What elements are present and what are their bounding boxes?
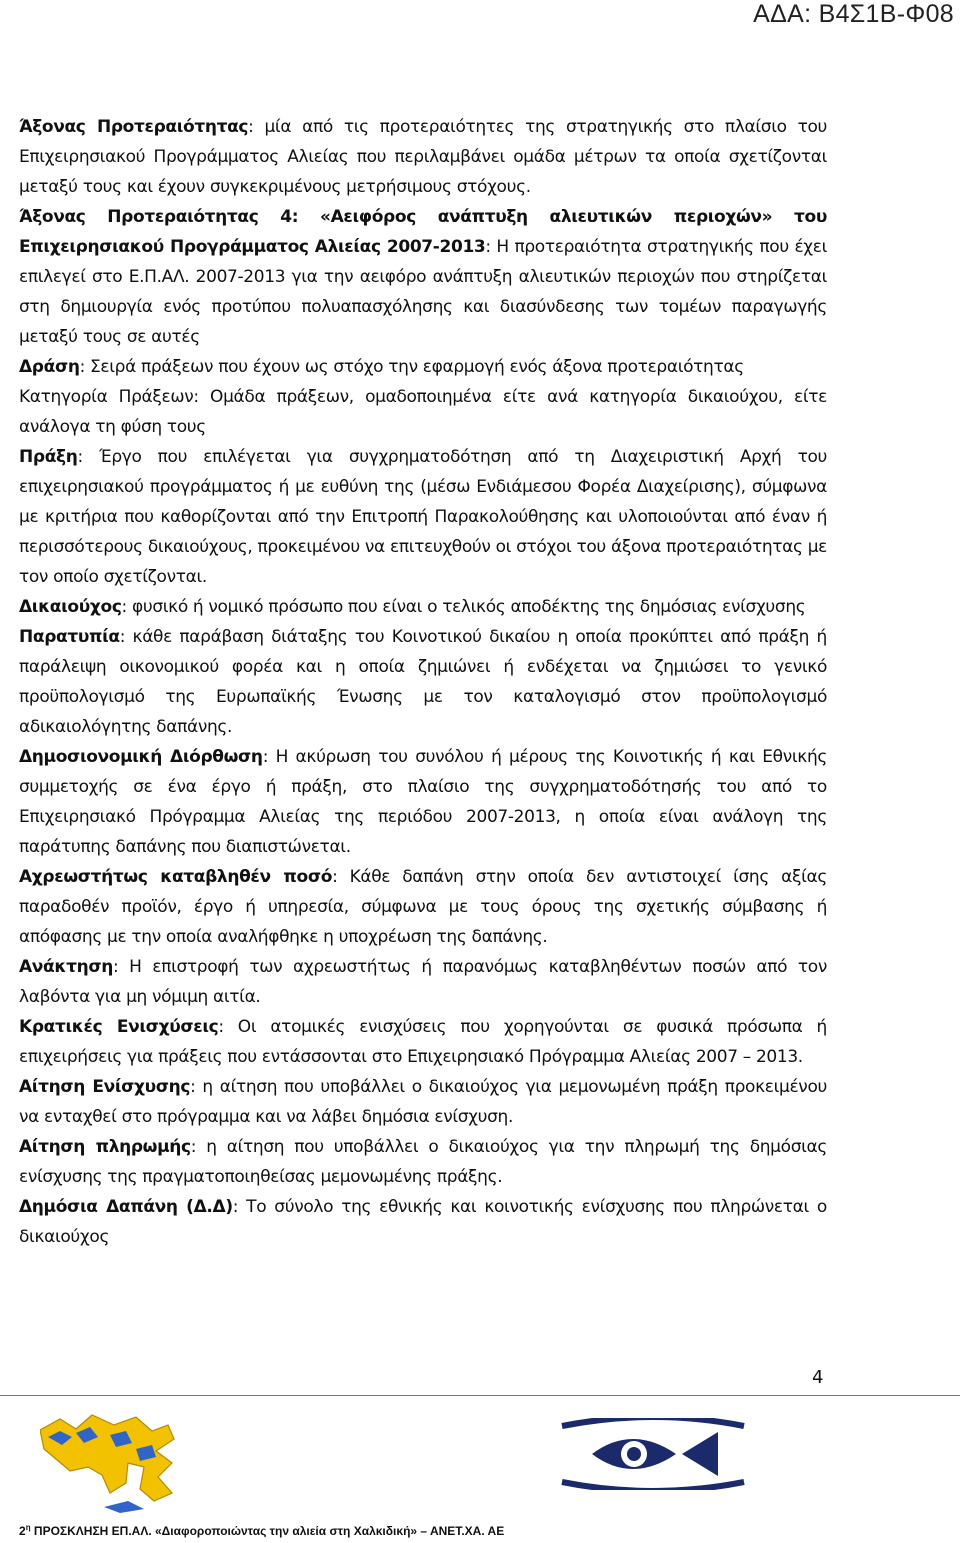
document-body [19, 112, 827, 1252]
definition-paragraph [19, 1072, 827, 1132]
definition-paragraph [19, 622, 827, 742]
definition-text: : Η επιστροφή των αχρεωστήτως ή παρανόμως καταβληθέντων ποσών από τον λαβόντα για μη νόμιμη αιτία. [19, 957, 827, 1007]
definition-paragraph [19, 592, 827, 622]
definition-text: : Έργο που επιλέγεται για συγχρηματοδότηση από τη Διαχειριστική Αρχή του επιχειρησιακού προγράμματος ή με ευθύνη της (μέσω Ενδιάμεσου Φορέα Διαχείρισης), σύμφωνα με κριτήρια που καθορίζονται από την Επιτροπή Παρακολούθησης και υλοποιούνται από έναν ή περισσότερους δικαιούχους, προκειμένου να επιτευχθούν οι στόχοι του άξονα προτεραιότητας με τον οποίο σχετίζονται. [19, 447, 827, 587]
term: Άξονας Προτεραιότητας 4: «Αειφόρος ανάπτυξη αλιευτικών περιοχών» του Επιχειρησιακού Προγράμματος Αλιείας 2007-2013 [19, 207, 827, 257]
definition-paragraph [19, 112, 827, 202]
definition-paragraph [19, 382, 827, 442]
term: Αίτηση Ενίσχυσης [19, 1077, 191, 1097]
definition-paragraph [19, 1132, 827, 1192]
fish-eye-icon [558, 1418, 748, 1490]
definition-text: : φυσικό ή νομικό πρόσωπο που είναι ο τελικός αποδέκτης της δημόσιας ενίσχυσης [121, 597, 806, 617]
term: Δημόσια Δαπάνη (Δ.Δ) [19, 1197, 233, 1217]
definition-text: : Η ακύρωση του συνόλου ή μέρους της Κοινοτικής ή και Εθνικής συμμετοχής σε ένα έργο ή πράξη, στο πλαίσιο της συγχρηματοδότησής του από το Επιχειρησιακό Πρόγραμμα Αλιείας της περιόδου 2007-2013, η οποία είναι ανάλογη της παράτυπης δαπάνης που διαπιστώνεται. [19, 747, 827, 857]
page-number: 4 [812, 1367, 824, 1388]
definition-paragraph [19, 202, 827, 352]
definition-paragraph [19, 1012, 827, 1072]
definition-text: : η αίτηση που υποβάλλει ο δικαιούχος για την πληρωμή της δημόσιας ενίσχυσης της πραγματοποιηθείσας μεμονωμένης πράξης. [19, 1137, 827, 1187]
definition-text: Κατηγορία Πράξεων: Ομάδα πράξεων, ομαδοποιημένα είτε ανά κατηγορία δικαιούχου, είτε ανάλογα τη φύση τους [19, 387, 827, 437]
term: Ανάκτηση [19, 957, 113, 977]
fish-eye-logo [558, 1418, 748, 1495]
definition-text: : μία από τις προτεραιότητες της στρατηγικής στο πλαίσιο του Επιχειρησιακού Προγράμματος Αλιείας που περιλαμβάνει ομάδα μέτρων τα οποία σχετίζονται μεταξύ τους και έχουν συγκεκριμένους μετρήσιμους στόχους. [19, 117, 827, 197]
definition-text: : κάθε παράβαση διάταξης του Κοινοτικού δικαίου η οποία προκύπτει από πράξη ή παράλειψη οικονομικού φορέα και η οποία ζημιώνει ή ενδέχεται να ζημιώσει το γενικό προϋπολογισμό της Ευρωπαϊκής Ένωσης με τον καταλογισμό στον προϋπολογισμό αδικαιολόγητης δαπάνης. [19, 627, 827, 737]
footer-text [19, 1523, 504, 1538]
definition-paragraph [19, 952, 827, 1012]
definition-text: : Η προτεραιότητα στρατηγικής που έχει επιλεγεί στο Ε.Π.ΑΛ. 2007-2013 για την αειφόρο ανάπτυξη αλιευτικών περιοχών που στηρίζεται στη δημιουργία ενός προτύπου πολυαπασχόλησης και διασύνδεσης των τομέων παραγωγής μεταξύ τους σε αυτές [19, 237, 827, 347]
definition-text: : η αίτηση που υποβάλλει ο δικαιούχος για μεμονωμένη πράξη προκειμένου να ενταχθεί στο πρόγραμμα και να λάβει δημόσια ενίσχυση. [19, 1077, 827, 1127]
term: Κρατικές Ενισχύσεις [19, 1017, 219, 1037]
footer-label: ΠΡΟΣΚΛΗΣΗ ΕΠ.ΑΛ. «Διαφοροποιώντας την αλιεία στη Χαλκιδική» – ΑΝΕΤ.ΧΑ. ΑΕ [30, 1524, 505, 1538]
term: Άξονας Προτεραιότητας [19, 117, 249, 137]
definition-text: : Σειρά πράξεων που έχουν ως στόχο την εφαρμογή ενός άξονα προτεραιότητας [79, 357, 744, 377]
footer-superscript: η [25, 1523, 31, 1532]
definition-text: : Οι ατομικές ενισχύσεις που χορηγούνται σε φυσικά πρόσωπα ή επιχειρήσεις για πράξεις που εντάσσονται στο Επιχειρησιακό Πρόγραμμα Αλιείας 2007 – 2013. [19, 1017, 827, 1067]
term: Δημοσιονομική Διόρθωση [19, 747, 263, 767]
definition-text: : Το σύνολο της εθνικής και κοινοτικής ενίσχυσης που πληρώνεται ο δικαιούχος [19, 1197, 827, 1247]
term: Πράξη [19, 447, 78, 467]
definition-paragraph [19, 862, 827, 952]
definition-text: : Κάθε δαπάνη στην οποία δεν αντιστοιχεί ίσης αξίας παραδοθέν προϊόν, έργο ή υπηρεσία, σύμφωνα με τους όρους της σχετικής σύμβασης ή απόφασης με την οποία αναλήφθηκε η υποχρέωση της δαπάνης. [19, 867, 827, 947]
term: Αίτηση πληρωμής [19, 1137, 191, 1157]
term: Δράση [19, 357, 80, 377]
term: Δικαιούχος [19, 597, 122, 617]
definition-paragraph [19, 1192, 827, 1252]
footer-divider [0, 1395, 960, 1396]
map-logo-icon [40, 1405, 240, 1513]
halkidiki-map-logo [40, 1405, 240, 1518]
footer-number: 2 [19, 1524, 26, 1538]
term: Παρατυπία [19, 627, 120, 647]
ada-header: ΑΔΑ: Β4Σ1Β-Φ08 [753, 0, 954, 28]
definition-paragraph [19, 352, 827, 382]
definition-paragraph [19, 442, 827, 592]
term: Αχρεωστήτως καταβληθέν ποσό [19, 867, 333, 887]
definition-paragraph [19, 742, 827, 862]
